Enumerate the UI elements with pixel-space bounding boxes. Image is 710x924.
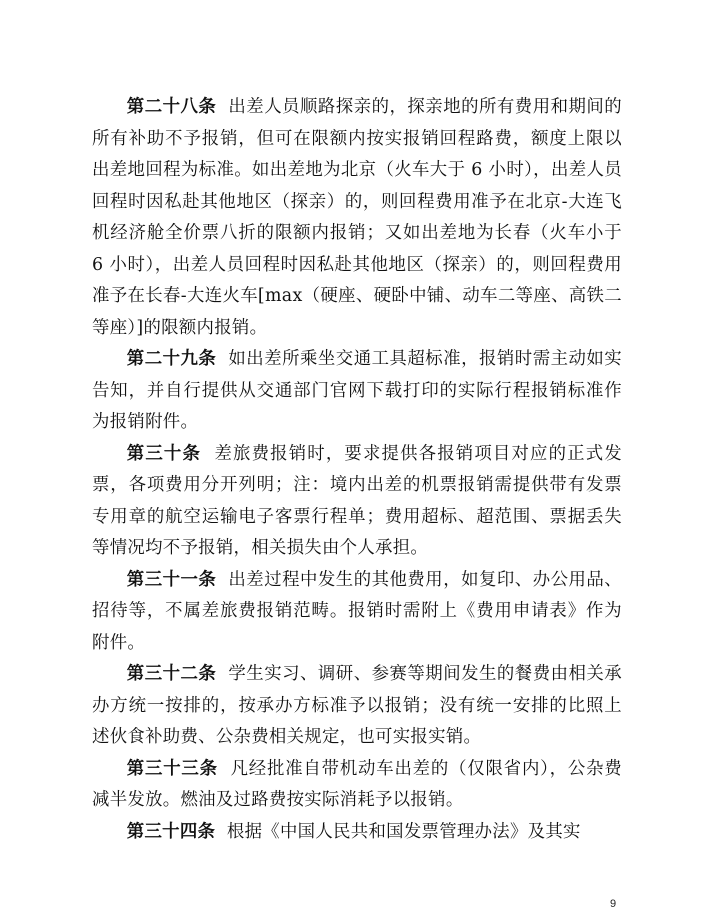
document-body	[92, 92, 622, 848]
page-number: 9	[610, 898, 617, 910]
article-text: 根据《中国人民共和国发票管理办法》及其实	[226, 821, 581, 842]
article-text: 如出差所乘坐交通工具超标准，报销时需主动如实告知，并自行提供从交通部门官网下载打印的实际行程报销标准作为报销附件。	[92, 349, 622, 432]
article-text: 凡经批准自带机动车出差的（仅限省内），公杂费减半发放。燃油及过路费按实际消耗予以报销。	[92, 758, 622, 810]
article-34	[92, 817, 622, 849]
article-31	[92, 565, 622, 660]
article-label: 第二十八条	[126, 97, 217, 117]
article-28	[92, 92, 622, 344]
article-text: 出差过程中发生的其他费用，如复印、办公用品、招待等，不属差旅费报销范畴。报销时需附上《费用申请表》作为附件。	[92, 569, 622, 653]
article-33	[92, 754, 622, 817]
article-label: 第三十二条	[126, 664, 217, 684]
article-label: 第三十三条	[126, 758, 218, 779]
article-label: 第三十条	[126, 443, 202, 464]
article-label: 第三十一条	[126, 569, 217, 590]
article-text: 出差人员顺路探亲的，探亲地的所有费用和期间的所有补助不予报销，但可在限额内按实报销回程路费，额度上限以出差地回程为标准。如出差地为北京（火车大于 6 小时），出差人员回程时因私赴其他地区（探亲）的，则回程费用准予在北京-大连飞机经济舱全价票八折的限额内报销；又如出差地为长春（火车小于 6 小时），出差人员回程时因私赴其他地区（探亲）的，则回程费用准予在长春-大连火车[max（硬座、硬卧中铺、动车二等座、高铁二等座）]的限额内报销。	[92, 97, 622, 338]
article-32	[92, 659, 622, 754]
article-30	[92, 439, 622, 565]
article-text: 差旅费报销时，要求提供各报销项目对应的正式发票，各项费用分开列明；注：境内出差的机票报销需提供带有发票专用章的航空运输电子客票行程单；费用超标、超范围、票据丢失等情况均不予报销，相关损失由个人承担。	[92, 443, 623, 558]
article-text: 学生实习、调研、参赛等期间发生的餐费由相关承办方统一按排的，按承办方标准予以报销；没有统一安排的比照上述伙食补助费、公杂费相关规定，也可实报实销。	[92, 664, 622, 747]
article-label: 第三十四条	[126, 821, 216, 842]
article-29	[92, 344, 622, 439]
article-label: 第二十九条	[126, 349, 217, 369]
